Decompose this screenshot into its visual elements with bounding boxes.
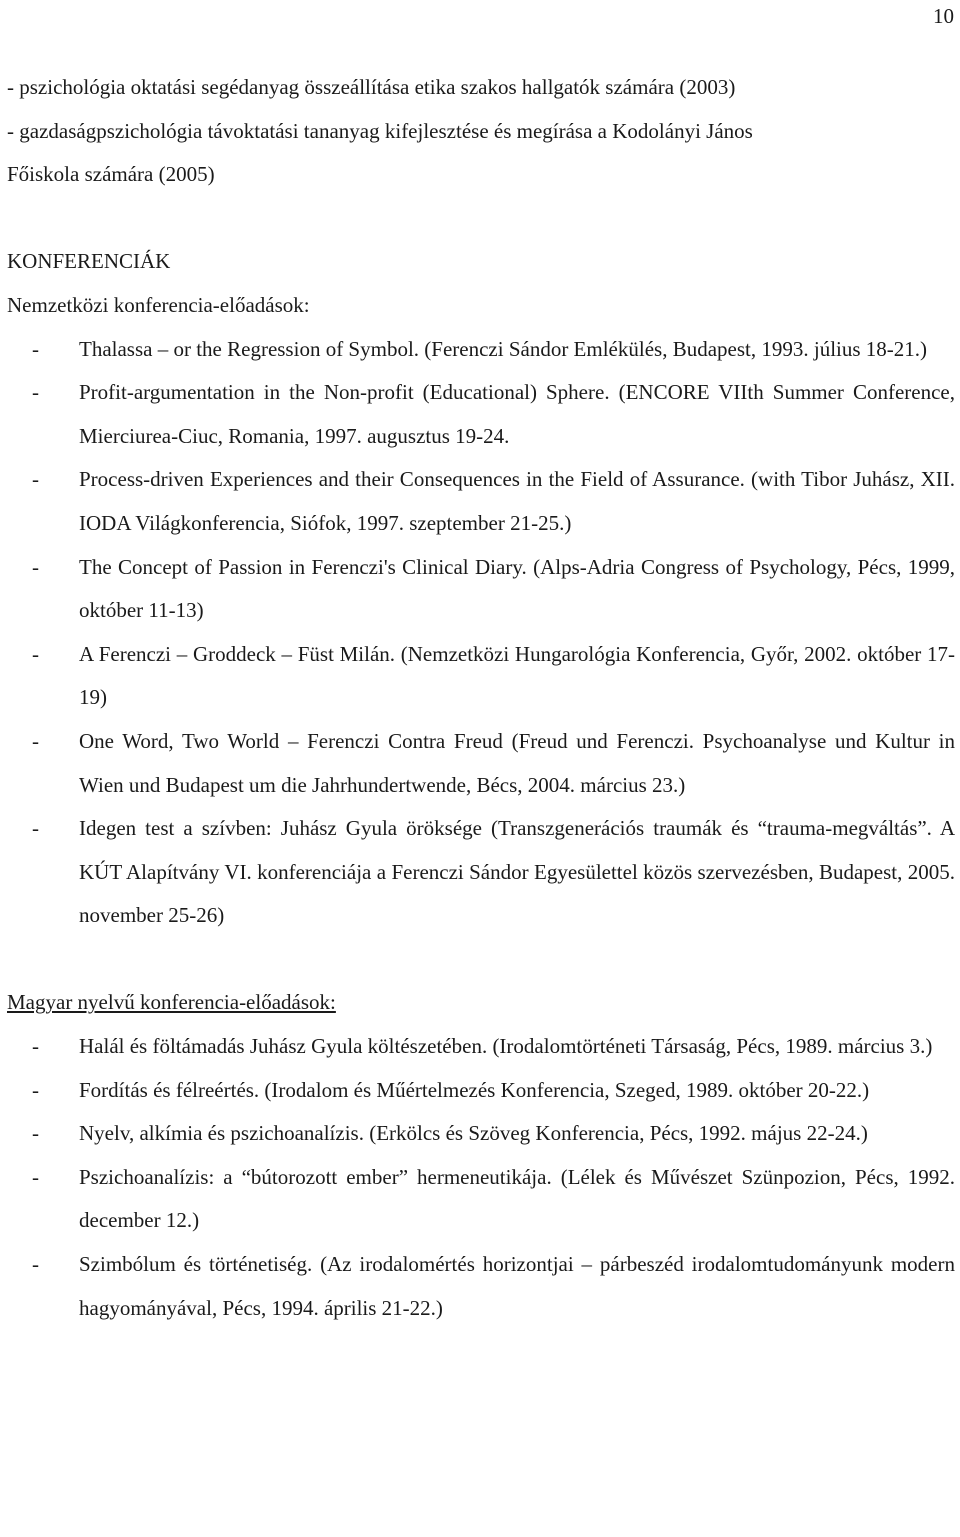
document-body — [7, 66, 955, 1330]
list-item: - Szimbólum és történetiség. (Az irodalomértés horizontjai – párbeszéd irodalomtudományunk modern hagyományával, Pécs, 1994. április 21-22.) — [32, 1252, 955, 1320]
intro-line-3: Főiskola számára (2005) — [7, 162, 215, 187]
hungarian-conferences-label: Magyar nyelvű konferencia-előadások: — [7, 990, 336, 1015]
list-item: - A Ferenczi – Groddeck – Füst Milán. (Nemzetközi Hungarológia Konferencia, Győr, 2002. október 17-19) — [32, 641, 955, 710]
intro-line-2: - gazdaságpszichológia távoktatási tananyag kifejlesztése és megírása a Kodolányi János — [7, 118, 753, 143]
page-number: 10 — [933, 4, 954, 28]
list-item: - Thalassa – or the Regression of Symbol. (Ferenczi Sándor Emlékülés, Budapest, 1993. július 18-21.) — [32, 336, 928, 361]
list-item: - Fordítás és félreértés. (Irodalom és Műértelmezés Konferencia, Szeged, 1989. október 20-22.) — [32, 1077, 870, 1102]
list-item: - One Word, Two World – Ferenczi Contra Freud (Freud und Ferenczi. Psychoanalyse und Kultur in Wien und Budapest um die Jahrhundertwende, Bécs, 2004. március 23.) — [32, 728, 955, 797]
list-item: - The Concept of Passion in Ferenczi's Clinical Diary. (Alps-Adria Congress of Psychology, Pécs, 1999, október 11-13) — [32, 554, 955, 623]
list-item: - Idegen test a szívben: Juhász Gyula öröksége (Transzgenerációs traumák és “trauma-megváltás”. A KÚT Alapítvány VI. konferenciája a Ferenczi Sándor Egyesülettel közös szervezésben, Budapest, 2005. november 25-26) — [32, 816, 955, 928]
international-conference-list — [7, 328, 955, 938]
list-item: - Nyelv, alkímia és pszichoanalízis. (Erkölcs és Szöveg Konferencia, Pécs, 1992. május 22-24.) — [32, 1121, 868, 1146]
list-item: - Process-driven Experiences and their Consequences in the Field of Assurance. (with Tibor Juhász, XII. IODA Világkonferencia, Siófok, 1997. szeptember 21-25.) — [32, 467, 955, 535]
intro-line-1: - pszichológia oktatási segédanyag összeállítása etika szakos hallgatók számára (2003) — [7, 75, 736, 99]
list-item: - Halál és föltámadás Juhász Gyula költészetében. (Irodalomtörténeti Társaság, Pécs, 1989. március 3.) — [32, 1034, 933, 1059]
list-item: - Profit-argumentation in the Non-profit (Educational) Sphere. (ENCORE VIIth Summer Conference, Mierciurea-Ciuc, Romania, 1997. augusztus 19-24. — [32, 380, 955, 448]
list-item: - Pszichoanalízis: a “bútorozott ember” hermeneutikája. (Lélek és Művészet Szünpozion, Pécs, 1992. december 12.) — [32, 1164, 955, 1233]
international-conferences-label: Nemzetközi konferencia-előadások: — [7, 292, 310, 317]
section-heading-conferences: KONFERENCIÁK — [7, 249, 171, 274]
hungarian-conference-list — [7, 1025, 955, 1330]
